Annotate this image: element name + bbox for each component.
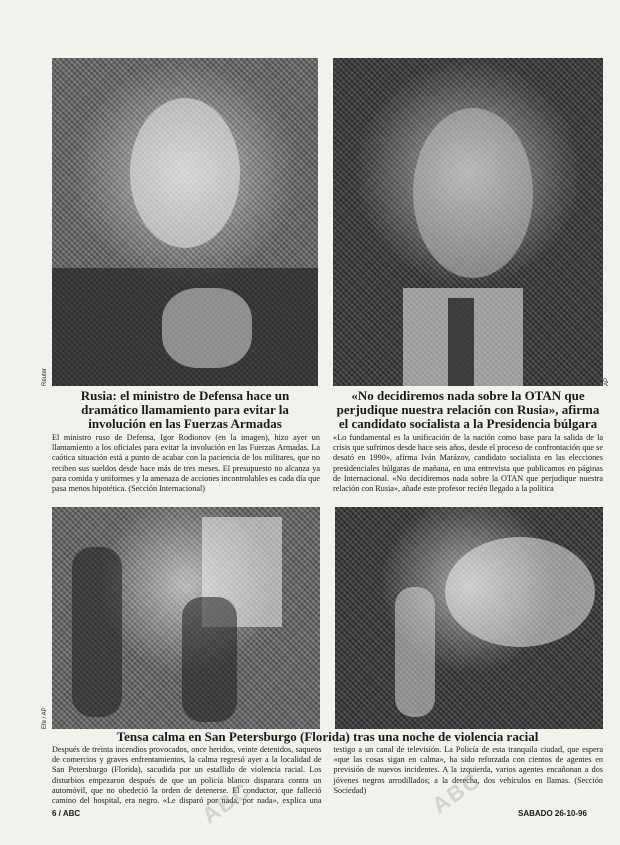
page-number: 6 / ABC <box>52 809 81 818</box>
photo-credit-rodionov: Reuter <box>42 367 48 386</box>
watermark: ABC <box>427 766 486 819</box>
portrait-head <box>413 108 533 278</box>
photo-credit-marazov: AP <box>604 377 610 386</box>
person-figure <box>395 587 435 717</box>
headline-rusia: Rusia: el ministro de Defensa hace un dramático llamamiento para evitar la involución en las Fuerzas Armadas <box>80 388 290 431</box>
page-date: SABADO 26-10-96 <box>518 809 587 818</box>
body-rusia: El ministro ruso de Defensa, Igor Rodionov (en la imagen), hizo ayer un llamamiento a los oficiales para evitar la involución en las Fuerzas Armadas. La caótica situación está a punto de acabar con la paciencia de los militares, que no reciben sus sueldos desde hace más de tres meses. El presupuesto no alcanza ya para comida y uniformes y la amenaza de acciones incontrolables es cada día que pasa menos hipotética. (Sección Internacional) <box>52 433 320 494</box>
body-otan: «Lo fundamental es la unificación de la nación como base para la salida de la crisis que sufrimos desde hace seis años, desde el proceso de confrontación que se desató en 1990», afirma Iván Marázov, candidato socialista en las elecciones presidenciales búlgaras de mañana, en una entrevista que publicamos en páginas de Internacional. «No decidiremos nada sobre la OTAN que perjudique nuestra relación con Rusia», añade este profesor recién llegado a la política <box>333 433 603 494</box>
body-florida: Después de treinta incendios provocados, once heridos, veinte detenidos, saqueos de comercios y graves enfrentamientos, la calma regresó ayer a la localidad de San Petersburgo (Florida), sacudida por un estallido de violencia racial. Los disturbios empezaron después de que un policía blanco disparara contra un automóvil, que no obedeció la orden de detenerse. El conductor, que falleció camino del hospital, era negro. «Le disparó por nada, por nada», explica una testigo a un canal de televisión. La Policía de esta tranquila ciudad, que espera «que las cosas sigan en calma», ha sido reforzada con cientos de agentes en previsión de nuevos incidentes. A la izquierda, varios agentes encañonan a dos jóvenes negros arrodillados; a la derecha, dos vehículos en llamas. (Sección Sociedad) <box>52 745 603 806</box>
portrait-head <box>130 98 240 248</box>
watermark: ABC <box>197 776 256 829</box>
headline-otan: «No decidiremos nada sobre la OTAN que perjudique nuestra relación con Rusia», afirma el candidato socialista a la Presidencia búlgara <box>336 388 600 431</box>
soldier-figure <box>72 547 122 717</box>
photo-rodionov <box>52 58 318 386</box>
photo-fire <box>335 507 603 729</box>
fire-smoke <box>445 537 595 647</box>
photo-soldiers <box>52 507 320 729</box>
portrait-tie <box>448 298 474 386</box>
photo-marazov <box>333 58 603 386</box>
headline-florida: Tensa calma en San Petersburgo (Florida) tras una noche de violencia racial <box>116 729 539 744</box>
photo-credit-soldiers: Efe / AP <box>42 707 48 729</box>
portrait-hand <box>162 288 252 368</box>
soldier-figure <box>182 597 237 722</box>
